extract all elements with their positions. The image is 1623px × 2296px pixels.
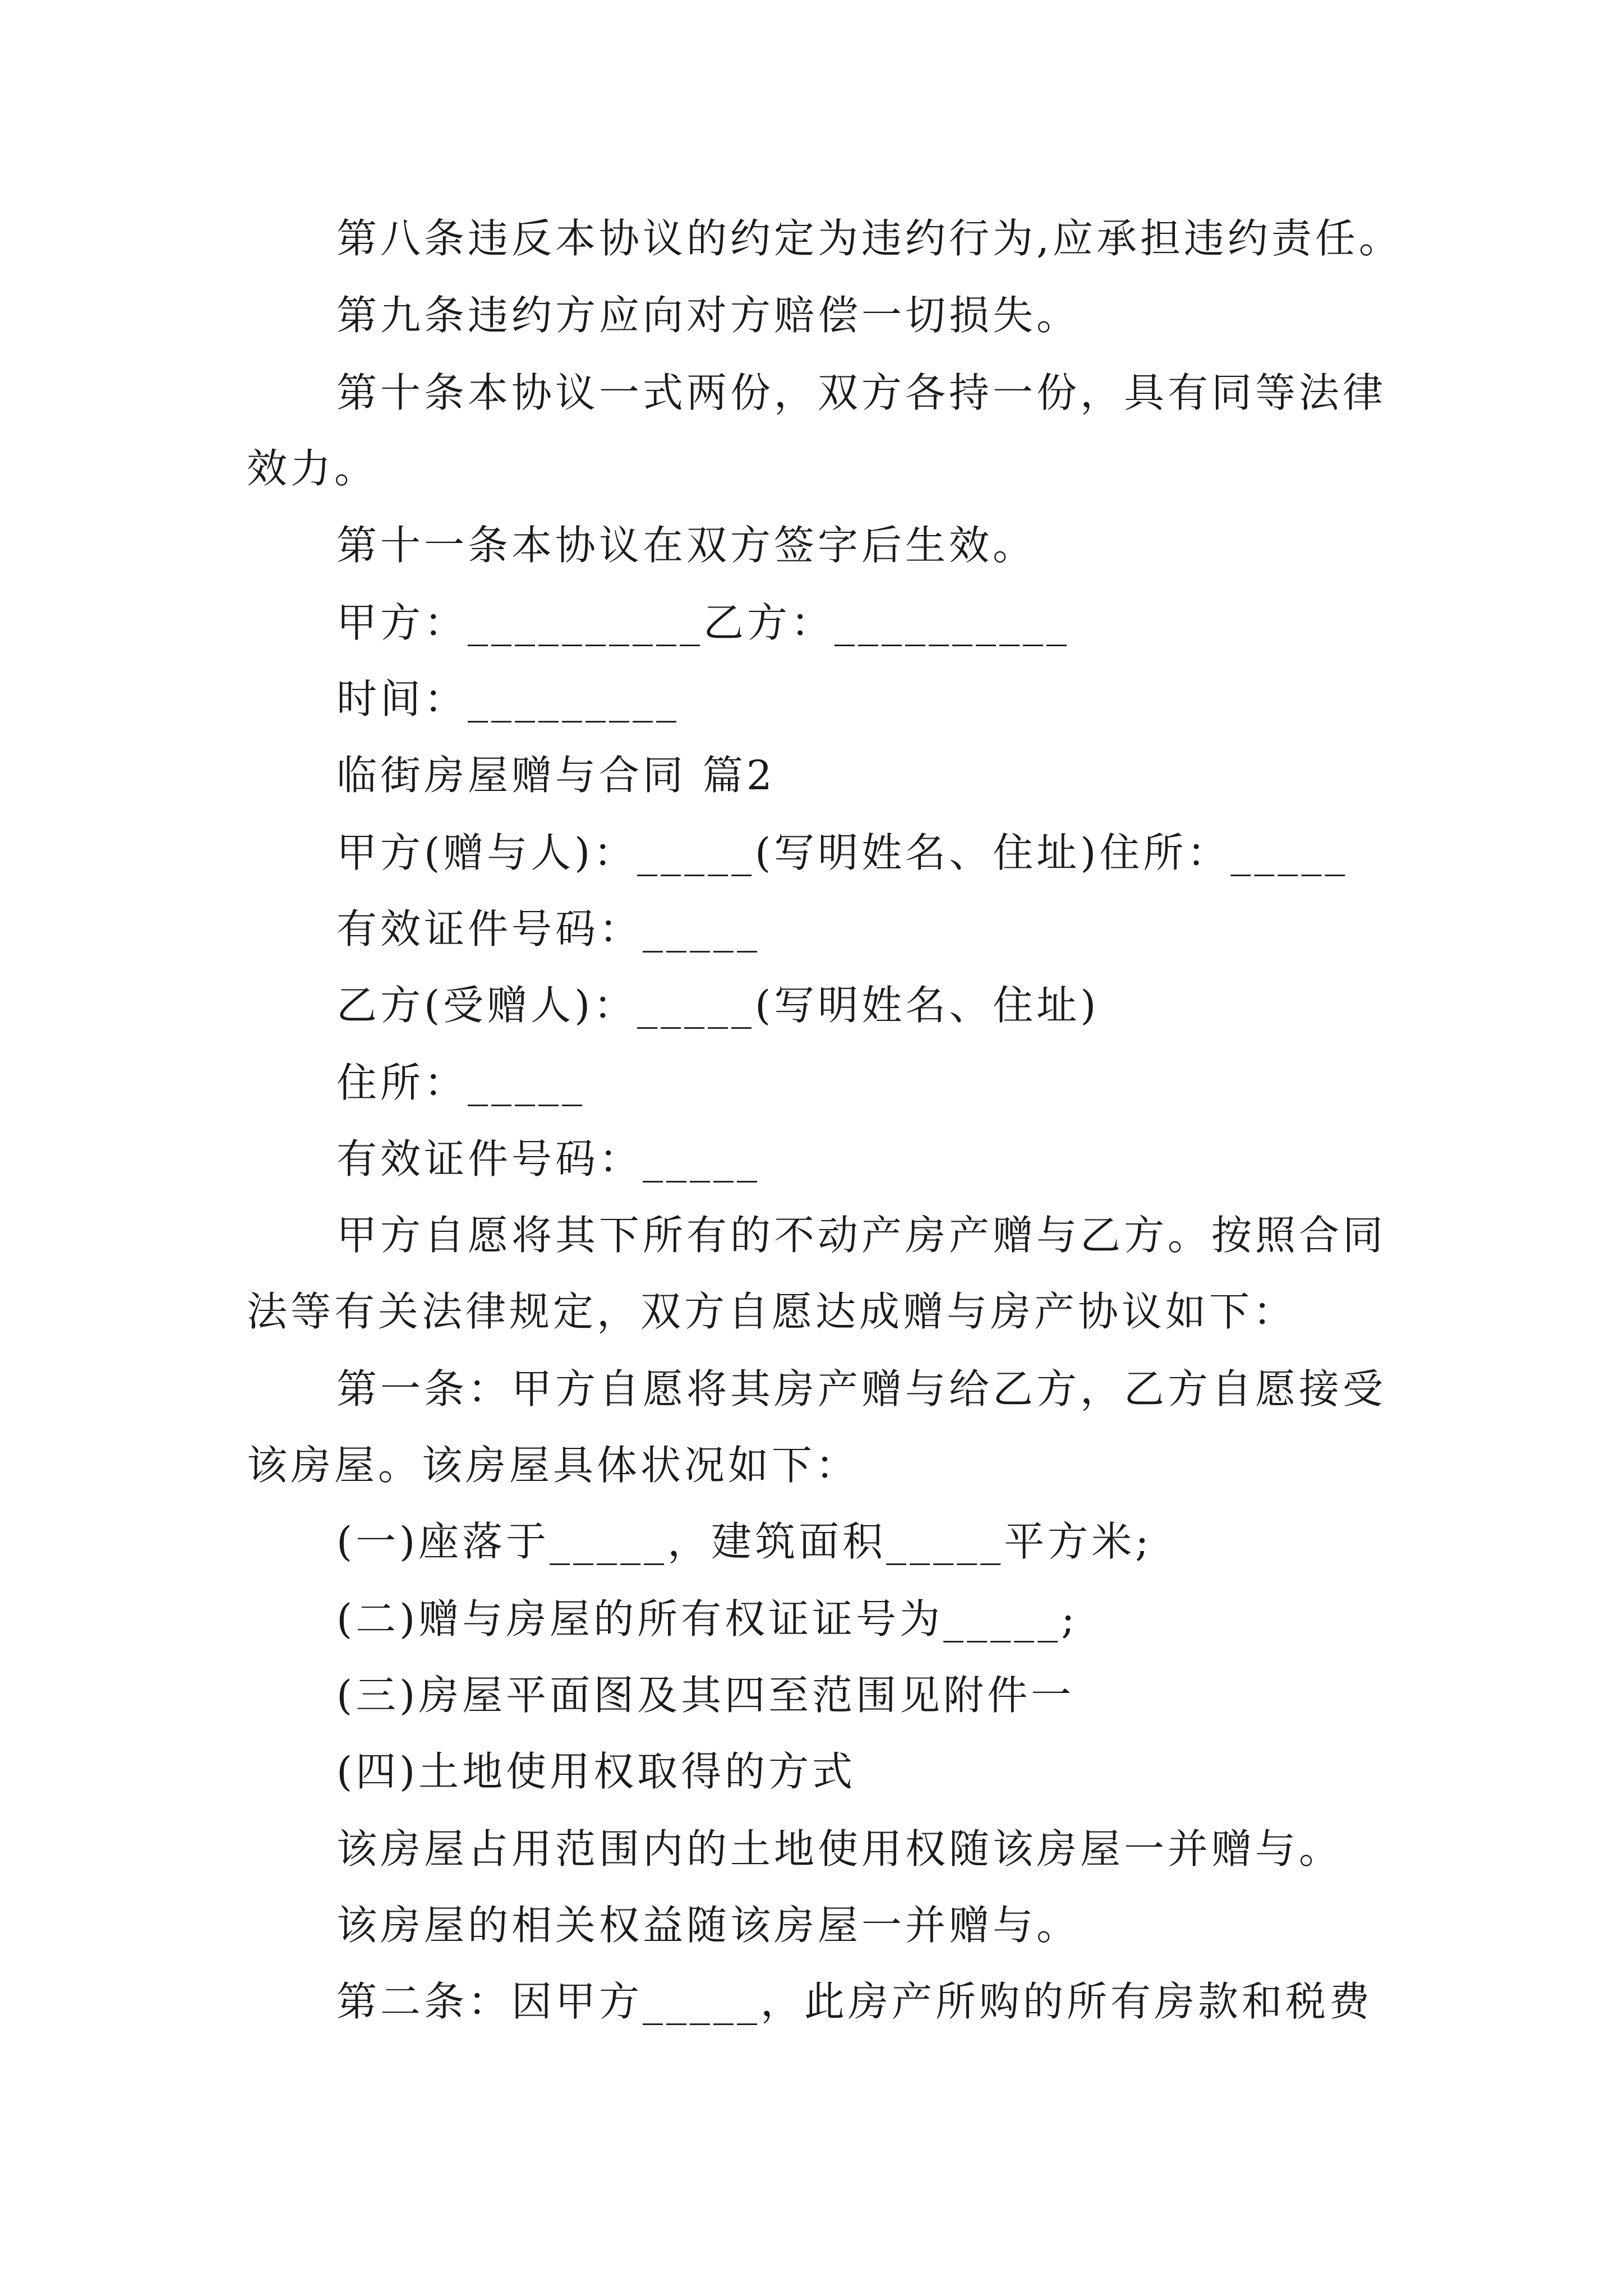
clause-10-continued: 效力。 xyxy=(247,445,379,492)
preamble-line-1: 甲方自愿将其下所有的不动产房产赠与乙方。按照合同 xyxy=(336,1212,1387,1259)
date-line: 时间：_________ xyxy=(336,675,680,723)
article-1-line-2: 该房屋。该房屋具体状况如下： xyxy=(247,1442,860,1489)
clause-11: 第十一条本协议在双方签字后生效。 xyxy=(336,522,1037,569)
clause-8: 第八条违反本协议的约定为违约行为,应承担违约责任。 xyxy=(336,215,1403,262)
item-2-certificate: (二)赠与房屋的所有权证证号为_____; xyxy=(336,1595,1078,1642)
signature-line: 甲方：__________乙方：__________ xyxy=(336,599,1071,646)
party-b-address-line: 住所：_____ xyxy=(336,1059,586,1106)
clause-9: 第九条违约方应向对方赔偿一切损失。 xyxy=(336,292,1081,339)
article-1-line-1: 第一条：甲方自愿将其房产赠与给乙方，乙方自愿接受 xyxy=(336,1365,1387,1412)
clause-10: 第十条本协议一式两份，双方各持一份，具有同等法律 xyxy=(336,369,1387,416)
party-b-line: 乙方(受赠人)：_____(写明姓名、住址) xyxy=(336,982,1100,1029)
section-heading: 临街房屋赠与合同 篇2 xyxy=(336,752,776,799)
party-b-id-line: 有效证件号码：_____ xyxy=(336,1135,761,1182)
party-a-id-line: 有效证件号码：_____ xyxy=(336,905,761,953)
preamble-line-2: 法等有关法律规定，双方自愿达成赠与房产协议如下： xyxy=(247,1288,1297,1335)
related-rights-line: 该房屋的相关权益随该房屋一并赠与。 xyxy=(336,1902,1081,1949)
land-use-right-line: 该房屋占用范围内的土地使用权随该房屋一并赠与。 xyxy=(336,1825,1343,1872)
article-2-line-1: 第二条：因甲方_____，此房产所购的所有房款和税费 xyxy=(336,1978,1373,2025)
item-4-land-use: (四)土地使用权取得的方式 xyxy=(336,1748,856,1795)
party-a-line: 甲方(赠与人)：_____(写明姓名、住址)住所：_____ xyxy=(336,829,1349,876)
item-3-floor-plan: (三)房屋平面图及其四至范围见附件一 xyxy=(336,1672,1075,1719)
item-1-location: (一)座落于_____，建筑面积_____平方米; xyxy=(336,1518,1152,1565)
